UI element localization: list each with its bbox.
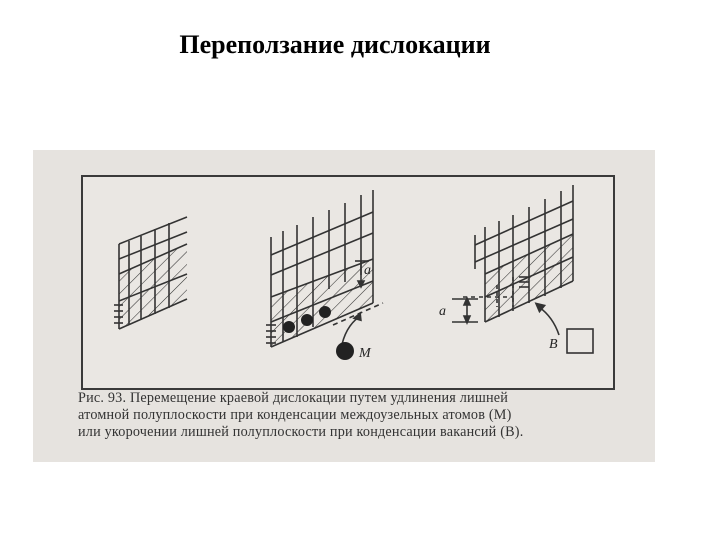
caption-line-3: или укорочении лишней полуплоскости при конденсации вакансий (В). — [78, 424, 524, 440]
panel-vacancy-condensation — [452, 185, 593, 353]
vacancy-label: В — [549, 337, 558, 352]
figure-scan — [33, 150, 655, 462]
figure-caption — [78, 390, 638, 441]
slide-title: Переползание дислокации — [179, 30, 491, 59]
interstitial-atom-3 — [319, 306, 331, 318]
caption-line-1: Рис. 93. Перемещение краевой дислокации путем удлинения лишней — [78, 390, 509, 406]
shift-label-right: a — [439, 304, 446, 319]
diagram-frame — [81, 175, 615, 390]
dislocation-climb-diagram — [83, 177, 613, 388]
interstitial-atom-marker — [336, 342, 354, 360]
interstitial-atom-1 — [283, 321, 295, 333]
caption-line-2: атомной полуплоскости при конденсации междоузельных атомов (М) — [78, 407, 512, 423]
interstitial-atom-2 — [301, 314, 313, 326]
shift-label-middle: a — [364, 263, 371, 278]
panel-initial — [114, 217, 187, 329]
interstitial-label: М — [359, 346, 371, 361]
